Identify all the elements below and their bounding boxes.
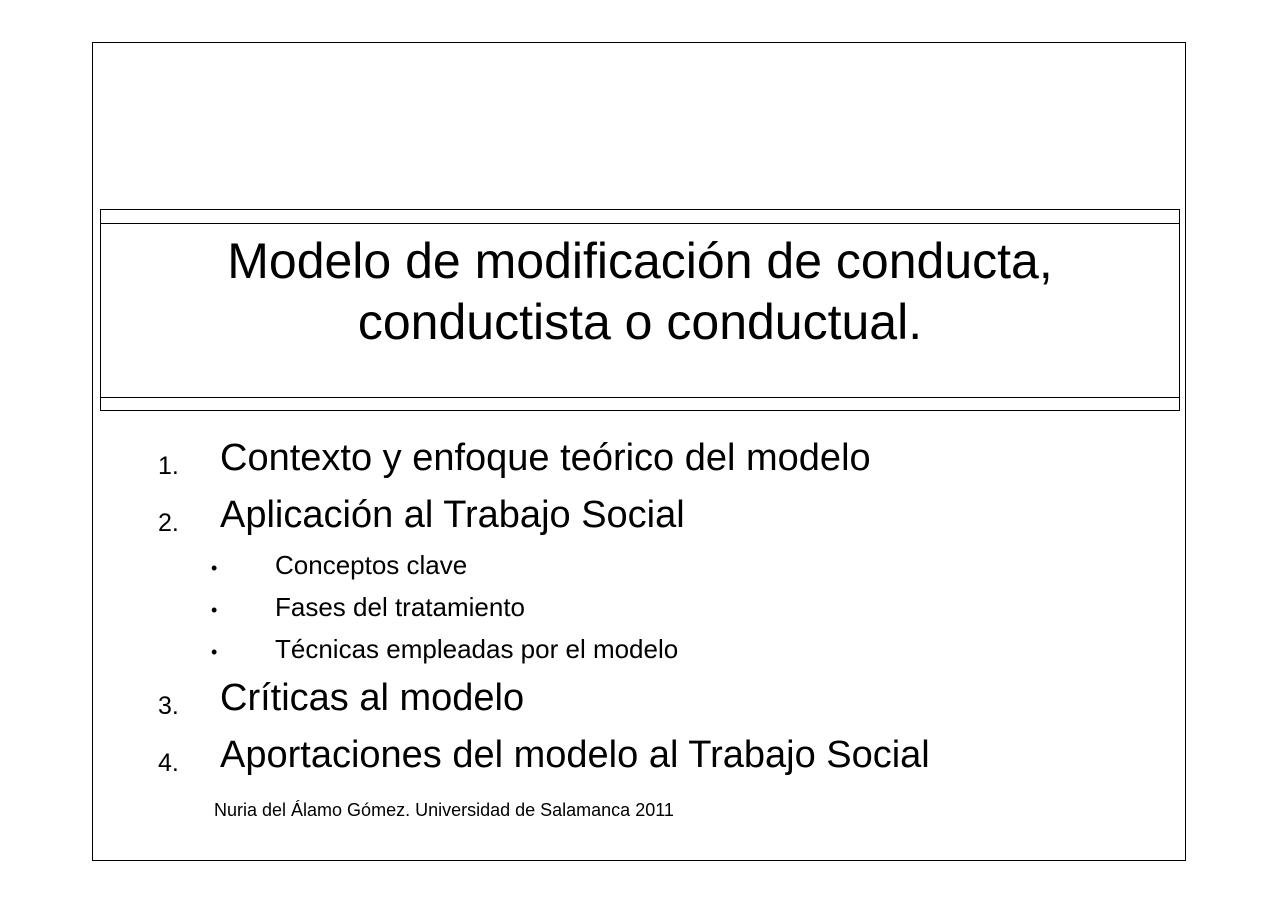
agenda-text: Críticas al modelo	[220, 677, 525, 719]
agenda-number: 3.	[158, 692, 179, 720]
agenda-text: Aportaciones del modelo al Trabajo Social	[220, 734, 930, 776]
slide-title-line-2: conductista o conductual.	[357, 294, 923, 350]
bullet-icon: •	[211, 642, 218, 662]
agenda-text: Contexto y enfoque teórico del modelo	[220, 437, 871, 479]
slide-footer: Nuria del Álamo Gómez. Universidad de Salamanca 2011	[214, 800, 674, 820]
title-top-rule	[100, 209, 1180, 210]
title-top-inner-rule	[100, 223, 1180, 224]
bullet-icon: •	[211, 558, 218, 578]
sublist-text: Fases del tratamiento	[275, 592, 526, 622]
title-bottom-rule	[100, 410, 1180, 411]
title-bottom-inner-rule	[100, 397, 1180, 398]
title-band	[100, 209, 1180, 411]
sublist-text: Conceptos clave	[275, 550, 468, 580]
agenda-number: 1.	[158, 452, 179, 480]
agenda-number: 4.	[158, 749, 179, 777]
slide-title-line-1: Modelo de modificación de conducta,	[227, 233, 1053, 289]
agenda-text: Aplicación al Trabajo Social	[220, 494, 685, 536]
sublist-text: Técnicas empleadas por el modelo	[275, 634, 679, 664]
slide-title	[100, 231, 1180, 353]
bullet-icon: •	[211, 600, 218, 620]
agenda-number: 2.	[158, 509, 179, 537]
